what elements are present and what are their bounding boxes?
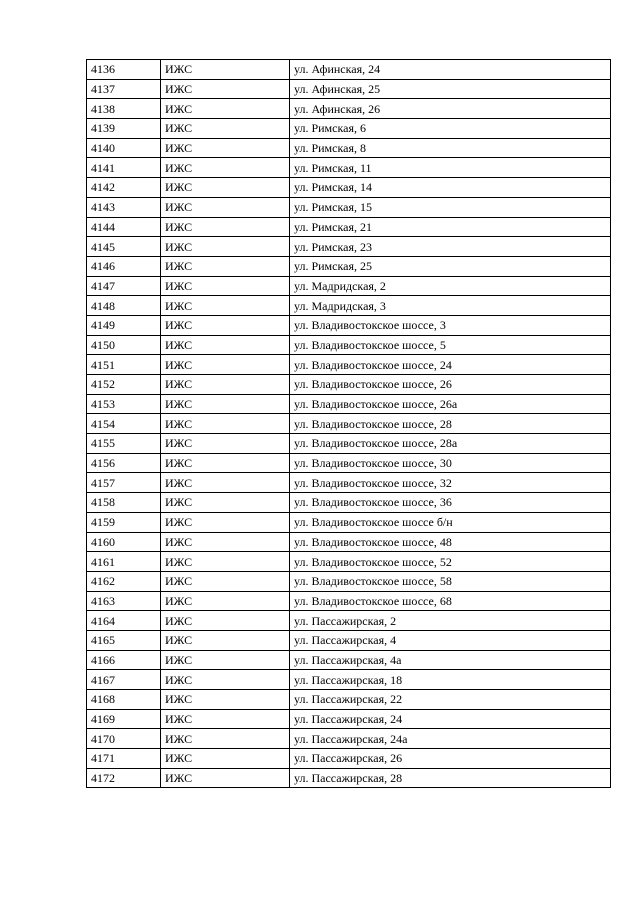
table-row	[87, 178, 611, 198]
table-row	[87, 355, 611, 375]
address-cell: ул. Владивостокское шоссе, 26	[290, 375, 611, 395]
table-row	[87, 276, 611, 296]
building-type-cell: ИЖС	[161, 99, 290, 119]
building-type-cell: ИЖС	[161, 296, 290, 316]
table-row	[87, 591, 611, 611]
address-cell: ул. Римская, 8	[290, 138, 611, 158]
address-registry-table	[86, 59, 611, 788]
building-type-cell: ИЖС	[161, 197, 290, 217]
row-number-cell: 4161	[87, 552, 161, 572]
table-row	[87, 630, 611, 650]
table-row	[87, 768, 611, 788]
row-number-cell: 4151	[87, 355, 161, 375]
address-cell: ул. Владивостокское шоссе, 28а	[290, 434, 611, 454]
row-number-cell: 4164	[87, 611, 161, 631]
address-cell: ул. Римская, 25	[290, 256, 611, 276]
table-row	[87, 709, 611, 729]
table-row	[87, 138, 611, 158]
row-number-cell: 4158	[87, 493, 161, 513]
row-number-cell: 4140	[87, 138, 161, 158]
building-type-cell: ИЖС	[161, 315, 290, 335]
table-row	[87, 237, 611, 257]
address-cell: ул. Владивостокское шоссе, 32	[290, 473, 611, 493]
building-type-cell: ИЖС	[161, 630, 290, 650]
registry-table-body	[87, 60, 611, 788]
building-type-cell: ИЖС	[161, 256, 290, 276]
building-type-cell: ИЖС	[161, 512, 290, 532]
address-cell: ул. Владивостокское шоссе, 3	[290, 315, 611, 335]
building-type-cell: ИЖС	[161, 237, 290, 257]
building-type-cell: ИЖС	[161, 178, 290, 198]
address-cell: ул. Владивостокское шоссе, 28	[290, 414, 611, 434]
address-cell: ул. Владивостокское шоссе, 26а	[290, 394, 611, 414]
table-row	[87, 335, 611, 355]
table-row	[87, 690, 611, 710]
table-row	[87, 532, 611, 552]
table-row	[87, 394, 611, 414]
building-type-cell: ИЖС	[161, 729, 290, 749]
address-cell: ул. Пассажирская, 28	[290, 768, 611, 788]
building-type-cell: ИЖС	[161, 473, 290, 493]
building-type-cell: ИЖС	[161, 60, 290, 80]
building-type-cell: ИЖС	[161, 453, 290, 473]
row-number-cell: 4143	[87, 197, 161, 217]
address-cell: ул. Римская, 23	[290, 237, 611, 257]
row-number-cell: 4157	[87, 473, 161, 493]
address-cell: ул. Афинская, 25	[290, 79, 611, 99]
building-type-cell: ИЖС	[161, 749, 290, 769]
address-cell: ул. Римская, 21	[290, 217, 611, 237]
table-row	[87, 119, 611, 139]
row-number-cell: 4141	[87, 158, 161, 178]
address-cell: ул. Пассажирская, 4а	[290, 650, 611, 670]
address-cell: ул. Владивостокское шоссе б/н	[290, 512, 611, 532]
table-row	[87, 60, 611, 80]
building-type-cell: ИЖС	[161, 650, 290, 670]
table-row	[87, 453, 611, 473]
table-row	[87, 512, 611, 532]
building-type-cell: ИЖС	[161, 552, 290, 572]
building-type-cell: ИЖС	[161, 335, 290, 355]
building-type-cell: ИЖС	[161, 434, 290, 454]
building-type-cell: ИЖС	[161, 217, 290, 237]
table-row	[87, 729, 611, 749]
row-number-cell: 4147	[87, 276, 161, 296]
address-cell: ул. Пассажирская, 18	[290, 670, 611, 690]
building-type-cell: ИЖС	[161, 690, 290, 710]
table-row	[87, 315, 611, 335]
row-number-cell: 4160	[87, 532, 161, 552]
building-type-cell: ИЖС	[161, 158, 290, 178]
row-number-cell: 4138	[87, 99, 161, 119]
row-number-cell: 4172	[87, 768, 161, 788]
address-cell: ул. Афинская, 24	[290, 60, 611, 80]
row-number-cell: 4154	[87, 414, 161, 434]
building-type-cell: ИЖС	[161, 532, 290, 552]
address-cell: ул. Пассажирская, 2	[290, 611, 611, 631]
table-row	[87, 552, 611, 572]
table-row	[87, 375, 611, 395]
table-row	[87, 158, 611, 178]
table-row	[87, 650, 611, 670]
table-row	[87, 296, 611, 316]
building-type-cell: ИЖС	[161, 768, 290, 788]
address-cell: ул. Владивостокское шоссе, 68	[290, 591, 611, 611]
row-number-cell: 4144	[87, 217, 161, 237]
address-cell: ул. Римская, 6	[290, 119, 611, 139]
table-row	[87, 197, 611, 217]
row-number-cell: 4152	[87, 375, 161, 395]
row-number-cell: 4162	[87, 571, 161, 591]
building-type-cell: ИЖС	[161, 276, 290, 296]
address-cell: ул. Пассажирская, 26	[290, 749, 611, 769]
row-number-cell: 4171	[87, 749, 161, 769]
building-type-cell: ИЖС	[161, 138, 290, 158]
row-number-cell: 4159	[87, 512, 161, 532]
building-type-cell: ИЖС	[161, 394, 290, 414]
address-cell: ул. Мадридская, 2	[290, 276, 611, 296]
address-cell: ул. Владивостокское шоссе, 58	[290, 571, 611, 591]
table-row	[87, 493, 611, 513]
row-number-cell: 4155	[87, 434, 161, 454]
row-number-cell: 4163	[87, 591, 161, 611]
row-number-cell: 4139	[87, 119, 161, 139]
table-row	[87, 749, 611, 769]
table-row	[87, 434, 611, 454]
row-number-cell: 4149	[87, 315, 161, 335]
row-number-cell: 4156	[87, 453, 161, 473]
address-cell: ул. Пассажирская, 24	[290, 709, 611, 729]
address-cell: ул. Владивостокское шоссе, 48	[290, 532, 611, 552]
row-number-cell: 4153	[87, 394, 161, 414]
building-type-cell: ИЖС	[161, 670, 290, 690]
table-row	[87, 611, 611, 631]
address-cell: ул. Владивостокское шоссе, 5	[290, 335, 611, 355]
row-number-cell: 4170	[87, 729, 161, 749]
building-type-cell: ИЖС	[161, 571, 290, 591]
address-cell: ул. Римская, 15	[290, 197, 611, 217]
row-number-cell: 4137	[87, 79, 161, 99]
address-cell: ул. Владивостокское шоссе, 24	[290, 355, 611, 375]
building-type-cell: ИЖС	[161, 119, 290, 139]
table-row	[87, 414, 611, 434]
address-cell: ул. Пассажирская, 4	[290, 630, 611, 650]
row-number-cell: 4169	[87, 709, 161, 729]
row-number-cell: 4148	[87, 296, 161, 316]
building-type-cell: ИЖС	[161, 611, 290, 631]
address-cell: ул. Владивостокское шоссе, 30	[290, 453, 611, 473]
table-row	[87, 670, 611, 690]
building-type-cell: ИЖС	[161, 355, 290, 375]
table-row	[87, 473, 611, 493]
building-type-cell: ИЖС	[161, 493, 290, 513]
address-cell: ул. Пассажирская, 24а	[290, 729, 611, 749]
row-number-cell: 4145	[87, 237, 161, 257]
address-cell: ул. Пассажирская, 22	[290, 690, 611, 710]
row-number-cell: 4168	[87, 690, 161, 710]
address-cell: ул. Владивостокское шоссе, 36	[290, 493, 611, 513]
row-number-cell: 4167	[87, 670, 161, 690]
row-number-cell: 4166	[87, 650, 161, 670]
row-number-cell: 4136	[87, 60, 161, 80]
address-cell: ул. Римская, 11	[290, 158, 611, 178]
building-type-cell: ИЖС	[161, 375, 290, 395]
table-row	[87, 99, 611, 119]
building-type-cell: ИЖС	[161, 414, 290, 434]
table-row	[87, 217, 611, 237]
row-number-cell: 4150	[87, 335, 161, 355]
table-row	[87, 256, 611, 276]
address-cell: ул. Мадридская, 3	[290, 296, 611, 316]
building-type-cell: ИЖС	[161, 591, 290, 611]
address-cell: ул. Римская, 14	[290, 178, 611, 198]
address-cell: ул. Владивостокское шоссе, 52	[290, 552, 611, 572]
table-row	[87, 571, 611, 591]
row-number-cell: 4146	[87, 256, 161, 276]
table-row	[87, 79, 611, 99]
row-number-cell: 4142	[87, 178, 161, 198]
building-type-cell: ИЖС	[161, 709, 290, 729]
address-cell: ул. Афинская, 26	[290, 99, 611, 119]
row-number-cell: 4165	[87, 630, 161, 650]
building-type-cell: ИЖС	[161, 79, 290, 99]
